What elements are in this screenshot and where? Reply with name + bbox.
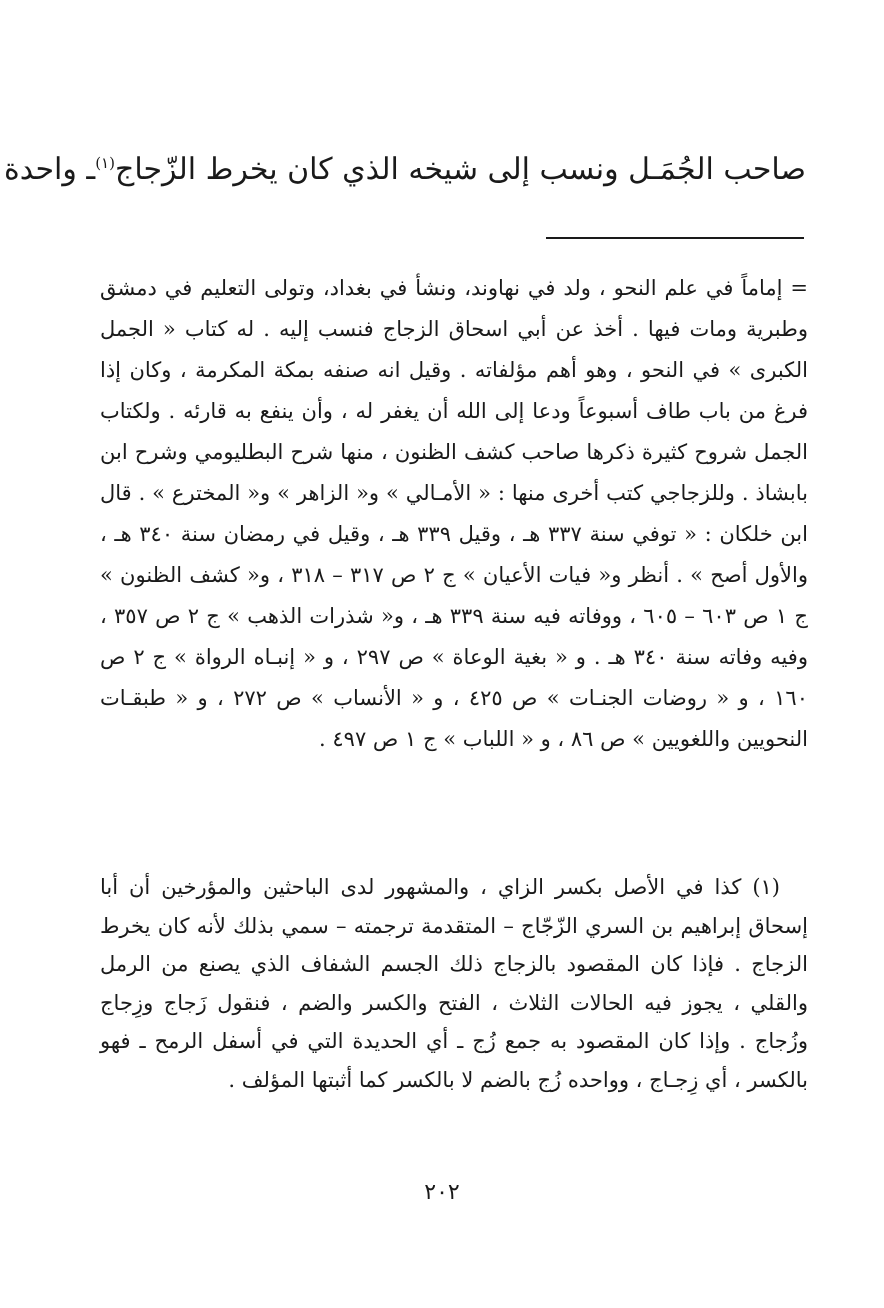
footnote-separator-rule <box>546 237 804 239</box>
biographical-note <box>100 268 808 760</box>
footnote <box>100 868 808 1099</box>
heading-tail: ـ واحدة <box>4 152 96 187</box>
footnote-marker: (١) <box>95 154 115 172</box>
heading-text: صاحب الجُمَـل ونسب إلى شيخه الذي كان يخرط الزّجاج <box>114 152 806 187</box>
continuation-heading-line <box>4 128 806 205</box>
footnote-text: (١) كذا في الأصل بكسر الزاي ، والمشهور لدى الباحثين والمؤرخين أن أبا إسحاق إبراهيم بن السري الزّجّاج – المتقدمة ترجمته – سمي بذلك لأنه كان يخرط الزجاج . فإذا كان المقصود بالزجاج ذلك الجسم الشفاف الذي يصنع من الرمل والقلي ، يجوز فيه الحالات الثلاث ، الفتح والكسر والضم ، فنقول زَجاج وزِجاج وزُجاج . وإذا كان المقصود به جمع زُج ـ أي الحديدة التي في أسفل الرمح ـ فهو بالكسر ، أي زِجـاج ، وواحده زُج بالضم لا بالكسر كما أثبتها المؤلف . <box>100 875 808 1092</box>
page-number: ٢٠٢ <box>424 1180 460 1205</box>
biographical-note-text: = إماماً في علم النحو ، ولد في نهاوند، ونشأ في بغداد، وتولى التعليم في دمشق وطبرية ومات فيها . أخذ عن أبي اسحاق الزجاج فنسب إليه . له كتاب « الجمل الكبرى » في النحو ، وهو أهم مؤلفاته . وقيل انه صنفه بمكة المكرمة ، وكان إذا فرغ من باب طاف أسبوعاً ودعا إلى الله أن يغفر له ، وأن ينفع به قارئه . ولكتاب الجمل شروح كثيرة ذكرها صاحب كشف الظنون ، منها شرح البطليومي وشرح ابن بابشاذ . وللزجاجي كتب أخرى منها : « الأمـالي » و« الزاهر » و« المخترع » . قال ابن خلكان : « توفي سنة ٣٣٧ هـ ، وقيل ٣٣٩ هـ ، وقيل في رمضان سنة ٣٤٠ هـ ، والأول أصح » . أنظر و« فيات الأعيان » ج ٢ ص ٣١٧ – ٣١٨ ، و« كشف الظنون » ج ١ ص ٦٠٣ – ٦٠٥ ، ووفاته فيه سنة ٣٣٩ هـ ، و« شذرات الذهب » ج ٢ ص ٣٥٧ ، وفيه وفاته سنة ٣٤٠ هـ . و « بغية الوعاة » ص ٢٩٧ ، و « إنبـاه الرواة » ج ٢ ص ١٦٠ ، و « روضات الجنـات » ص ٤٢٥ ، و « الأنساب » ص ٢٧٢ ، و « طبقـات النحويين واللغويين » ص ٨٦ ، و « اللباب » ج ١ ص ٤٩٧ . <box>100 276 809 751</box>
